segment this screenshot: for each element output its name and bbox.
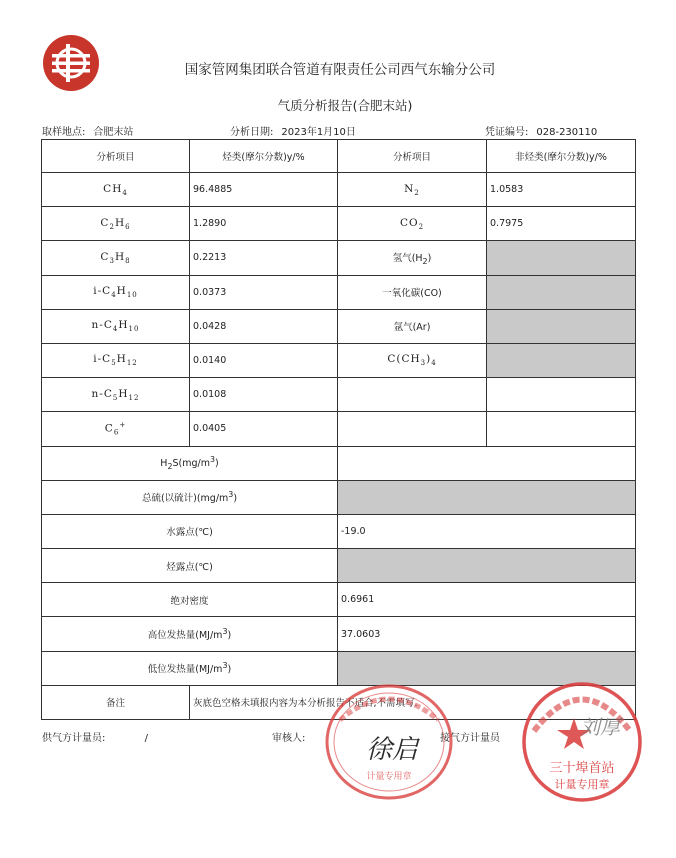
component-ic4h10: $i-C_4H_{10}$ xyxy=(42,275,190,309)
density-value: 0.6961 xyxy=(338,583,636,617)
table-row xyxy=(42,480,636,514)
right-signature: 刘厚 xyxy=(580,715,620,739)
left-signature: 徐启 xyxy=(365,735,419,765)
supplier-metrologist xyxy=(42,729,148,744)
company-name: 国家管网集团联合管道有限责任公司西气东输分公司 xyxy=(184,62,496,78)
empty-cell xyxy=(487,412,636,446)
value-c6plus: 0.0405 xyxy=(190,412,338,446)
component-ch4: $CH_4$ xyxy=(42,173,190,207)
remarks-value: 灰底色空格未填报内容为本分析报告不适合,不需填写. xyxy=(190,685,636,719)
empty-cell xyxy=(487,378,636,412)
table-row xyxy=(42,241,636,275)
left-stamp-bottom-text: 计量专用章 xyxy=(366,772,412,782)
value-nc5h12: 0.0108 xyxy=(190,378,338,412)
h2s-label: $H_2S(mg/m^3)$ xyxy=(42,446,338,480)
component-co2: $CO_2$ xyxy=(338,207,487,241)
table-row xyxy=(42,514,636,548)
value-ic5h12: 0.0140 xyxy=(190,343,338,377)
col-header: 分析项目 xyxy=(338,140,487,173)
right-seal-stamp xyxy=(512,676,652,808)
location-value: 合肥末站 xyxy=(93,127,134,138)
value-neopentane-shaded xyxy=(487,343,636,377)
left-seal-stamp xyxy=(318,680,460,802)
value-c2h6: 1.2890 xyxy=(190,207,338,241)
right-stamp-bottom-text: 计量专用章 xyxy=(554,778,610,791)
component-nc4h10: $n-C_4H_{10}$ xyxy=(42,309,190,343)
table-row xyxy=(42,275,636,309)
hc-dew-label: 烃露点(℃) xyxy=(42,549,338,583)
value-n2: 1.0583 xyxy=(487,173,636,207)
table-row xyxy=(42,343,636,377)
col-header: 分析项目 xyxy=(42,140,190,173)
cert-value: 028-230110 xyxy=(536,127,598,138)
report-title: 气质分析报告(合肥末站) xyxy=(277,98,413,113)
component-ar: 氩气(Ar) xyxy=(338,309,487,343)
certificate-number xyxy=(485,123,597,138)
total-sulfur-label: 总硫(以硫计)$(mg/m^3)$ xyxy=(42,480,338,514)
component-co: 一氧化碳(CO) xyxy=(338,275,487,309)
location-label: 取样地点: xyxy=(42,127,86,138)
pipechina-logo-icon xyxy=(42,34,100,92)
analysis-date xyxy=(230,123,356,138)
table-row xyxy=(42,207,636,241)
receiver-label: 接气方计量员 xyxy=(440,733,500,744)
hhv-value: 37.0603 xyxy=(338,617,636,651)
analysis-table xyxy=(41,139,636,720)
empty-cell xyxy=(338,412,487,446)
empty-cell xyxy=(338,378,487,412)
value-co2: 0.7975 xyxy=(487,207,636,241)
value-ic4h10: 0.0373 xyxy=(190,275,338,309)
table-row xyxy=(42,583,636,617)
date-label: 分析日期: xyxy=(230,127,274,138)
right-stamp-station-text: 三十埠首站 xyxy=(549,761,615,776)
sampling-location xyxy=(42,123,133,138)
value-c3h8: 0.2213 xyxy=(190,241,338,275)
cert-label: 凭证编号: xyxy=(485,127,529,138)
col-header: 烃类(摩尔分数)y/% xyxy=(190,140,338,173)
component-neopentane: $C(CH_3)_4$ xyxy=(338,343,487,377)
component-c3h8: $C_3H_8$ xyxy=(42,241,190,275)
component-ic5h12: $i-C_5H_{12}$ xyxy=(42,343,190,377)
supplier-label: 供气方计量员: xyxy=(42,733,106,744)
component-h2: 氢气$(H_2)$ xyxy=(338,241,487,275)
h2s-value xyxy=(338,446,636,480)
value-nc4h10: 0.0428 xyxy=(190,309,338,343)
value-ar-shaded xyxy=(487,309,636,343)
component-c2h6: $C_2H_6$ xyxy=(42,207,190,241)
hc-dew-value-shaded xyxy=(338,549,636,583)
table-row xyxy=(42,378,636,412)
water-dew-label: 水露点(℃) xyxy=(42,514,338,548)
table-row xyxy=(42,412,636,446)
reviewer-label: 审核人: xyxy=(272,733,306,744)
table-row xyxy=(42,549,636,583)
component-c6plus: $C_6^+$ xyxy=(42,412,190,446)
lhv-label: 低位发热量$(MJ/m^3)$ xyxy=(42,651,338,685)
total-sulfur-value-shaded xyxy=(338,480,636,514)
remarks-label: 备注 xyxy=(42,685,190,719)
value-co-shaded xyxy=(487,275,636,309)
table-row xyxy=(42,309,636,343)
table-row xyxy=(42,173,636,207)
value-h2-shaded xyxy=(487,241,636,275)
supplier-value: / xyxy=(144,733,148,744)
component-nc5h12: $n-C_5H_{12}$ xyxy=(42,378,190,412)
table-row xyxy=(42,446,636,480)
value-ch4: 96.4885 xyxy=(190,173,338,207)
date-value: 2023年1月10日 xyxy=(281,127,356,138)
component-n2: $N_2$ xyxy=(338,173,487,207)
table-header-row xyxy=(42,140,636,173)
density-label: 绝对密度 xyxy=(42,583,338,617)
table-row xyxy=(42,617,636,651)
hhv-label: 高位发热量$(MJ/m^3)$ xyxy=(42,617,338,651)
col-header: 非烃类(摩尔分数)y/% xyxy=(487,140,636,173)
water-dew-value: -19.0 xyxy=(338,514,636,548)
